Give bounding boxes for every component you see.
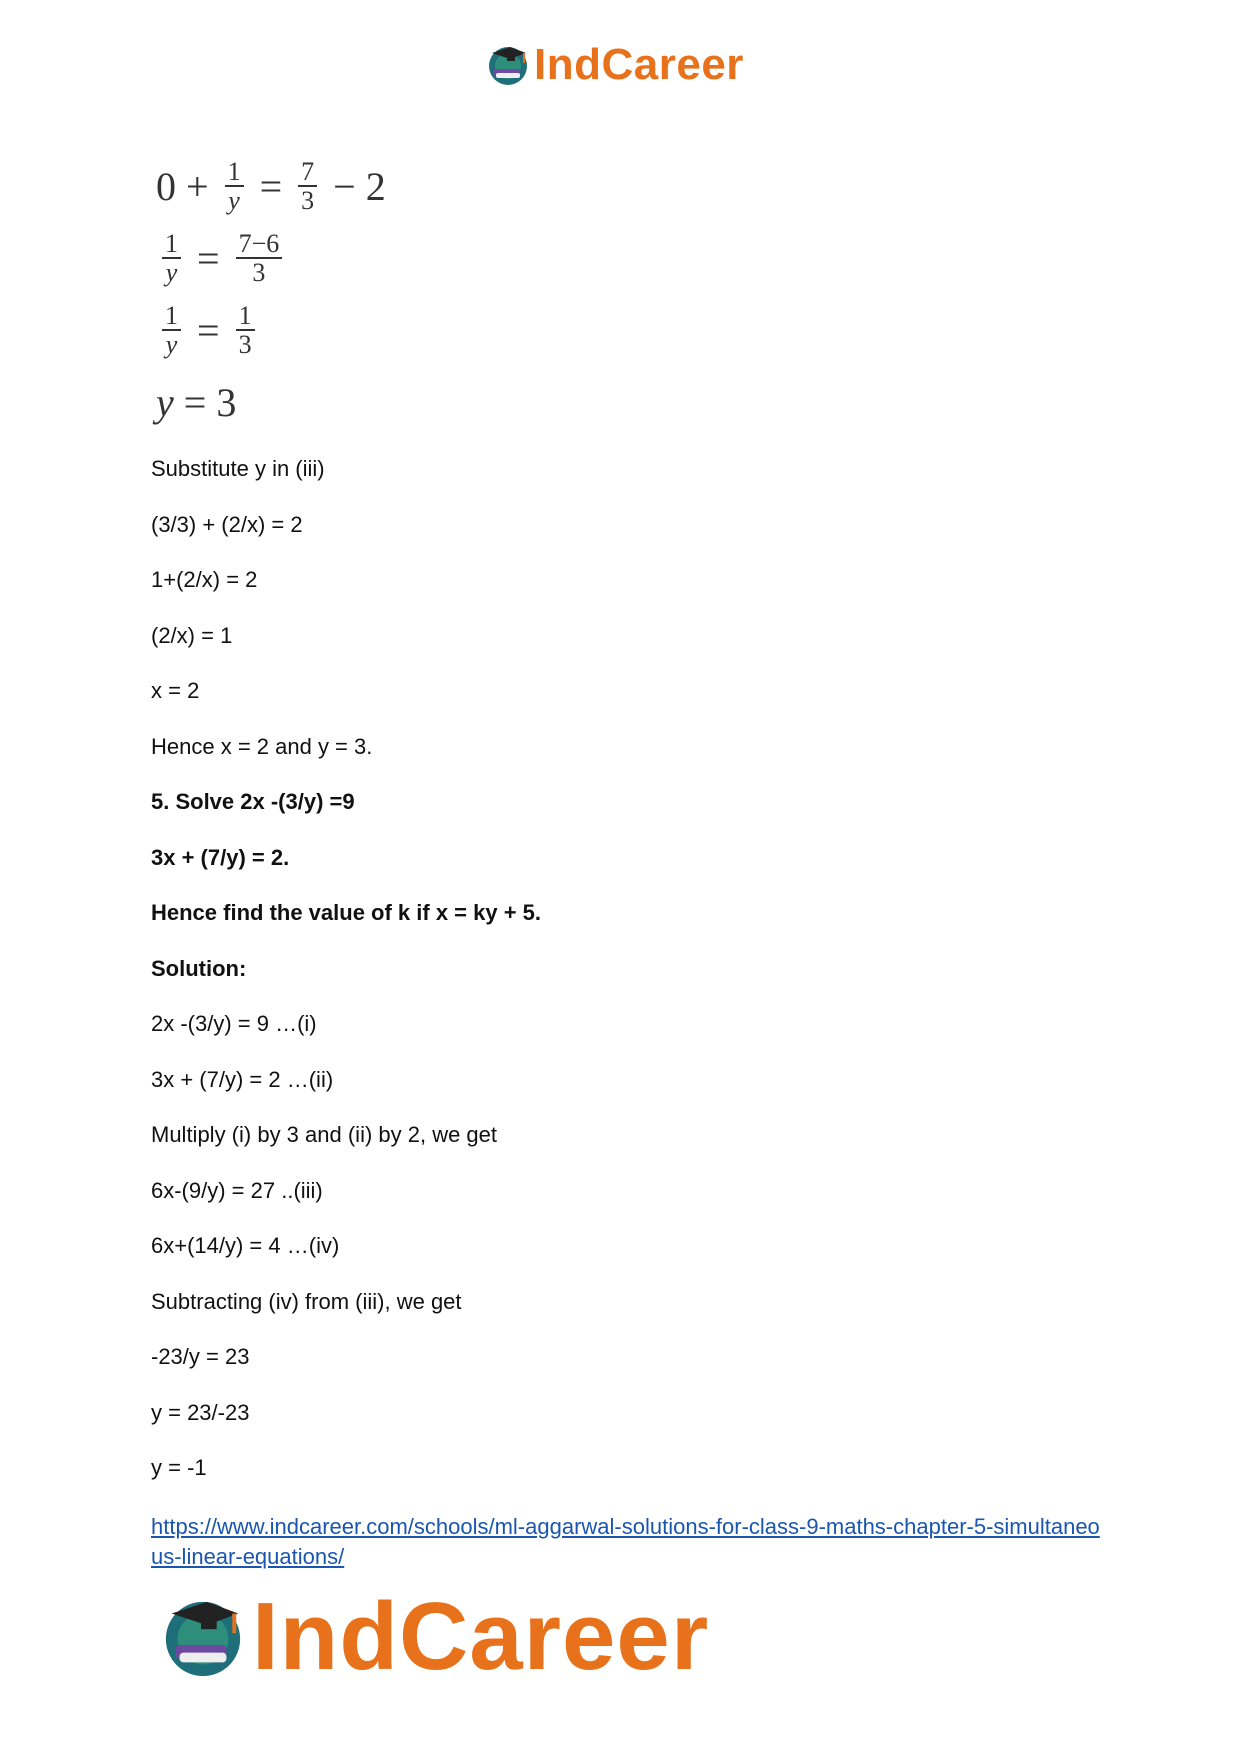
eq3-f2-denominator: 3 [238, 330, 252, 359]
eq2-f2-numerator: 7−6 [236, 230, 283, 259]
question-heading: 5. Solve 2x -(3/y) =9 [151, 789, 355, 814]
eq4-rhs: 3 [216, 379, 237, 425]
text-line: Substitute y in (iii) [151, 456, 325, 481]
eq1-f1-denominator: y [228, 186, 240, 215]
eq3-f1-denominator: y [165, 330, 178, 359]
eq4-equals: = [183, 379, 207, 425]
eq1-f2-denominator: 3 [301, 186, 315, 215]
text-line: 6x+(14/y) = 4 …(iv) [151, 1233, 340, 1258]
eq1-fraction-right [298, 158, 317, 215]
header-logo [486, 40, 744, 90]
eq2-fraction-left [162, 230, 181, 287]
eq3-f1-numerator: 1 [162, 302, 181, 331]
text-line: -23/y = 23 [151, 1344, 250, 1369]
eq3-f2-numerator: 1 [236, 302, 255, 331]
text-line: 1+(2/x) = 2 [151, 567, 258, 592]
text-line: 3x + (7/y) = 2 …(ii) [151, 1066, 334, 1092]
eq4-lhs: y [156, 379, 174, 425]
question-line: 3x + (7/y) = 2. [151, 844, 290, 870]
eq2-f1-denominator: y [165, 258, 178, 287]
footer-logo [160, 1582, 709, 1692]
equation-1 [156, 150, 386, 222]
eq1-equals: = [259, 163, 283, 209]
eq2-f1-numerator: 1 [162, 230, 181, 259]
text-line: 6x-(9/y) = 27 ..(iii) [151, 1177, 323, 1203]
equation-3 [156, 294, 386, 366]
text-line: 2x -(3/y) = 9 …(i) [151, 1011, 317, 1036]
text-line: y = -1 [151, 1455, 207, 1480]
eq2-fraction-right [236, 230, 283, 287]
source-link[interactable]: https://www.indcareer.com/schools/ml-aggarwal-solutions-for-class-9-maths-chapter-5-simultaneous-linear-equations/ [151, 1514, 1100, 1569]
text-line: y = 23/-23 [151, 1399, 250, 1425]
text-line: Subtracting (iv) from (iii), we get [151, 1288, 462, 1314]
eq1-f2-numerator: 7 [298, 158, 317, 187]
eq3-equals: = [197, 307, 220, 353]
question-line: Hence find the value of k if x = ky + 5. [151, 900, 542, 925]
eq2-f2-denominator: 3 [252, 258, 266, 287]
eq3-fraction-right [236, 302, 255, 359]
math-equations [156, 150, 386, 438]
eq2-equals: = [197, 235, 220, 281]
text-line: Hence x = 2 and y = 3. [151, 733, 373, 759]
eq1-f1-numerator: 1 [225, 158, 244, 187]
text-line: (2/x) = 1 [151, 622, 233, 648]
eq1-plus: + [186, 163, 209, 209]
solution-heading: Solution: [151, 955, 247, 981]
eq3-fraction-left [162, 302, 181, 359]
text-line: Multiply (i) by 3 and (ii) by 2, we get [151, 1122, 498, 1147]
text-line: (3/3) + (2/x) = 2 [151, 511, 303, 537]
eq1-zero: 0 [156, 163, 176, 209]
equation-2 [156, 222, 386, 294]
equation-4 [156, 366, 386, 438]
graduation-cap-book-logo-icon [160, 1594, 246, 1680]
eq1-minus: − [333, 163, 356, 209]
eq1-fraction-left [225, 158, 244, 215]
header-brand-text: IndCareer [534, 40, 744, 89]
graduation-cap-book-logo-icon [486, 43, 530, 87]
eq1-two: 2 [365, 163, 386, 209]
solution-text [151, 455, 1111, 1510]
text-line: x = 2 [151, 678, 200, 703]
footer-brand-text: IndCareer [252, 1583, 710, 1690]
